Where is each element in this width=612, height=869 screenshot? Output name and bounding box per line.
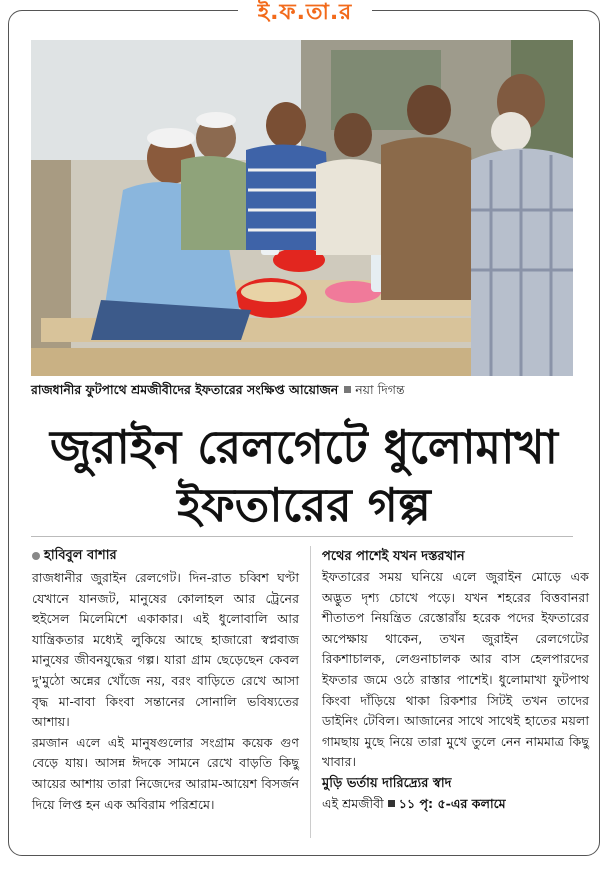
- caption-text: রাজধানীর ফুটপাথে শ্রমজীবীদের ইফতারের সংক্ষিপ্ত আয়োজন: [31, 382, 339, 397]
- article-column-right: [322, 546, 589, 815]
- square-bullet-icon: [388, 800, 395, 807]
- paragraph-2: রমজান এলে এই মানুষগুলোর সংগ্রাম কয়েক গুণ বেড়ে যায়। আসন্ন ঈদকে সামনে রেখে বাড়তি কিছু আয়ের আশায় তারা নিজেদের আরাম-আয়েশ বিসর্জন দিয়ে লিপ্ত হন এক অবিরাম পরিশ্রমে।: [32, 734, 299, 812]
- paragraph-3: ইফতারের সময় ঘনিয়ে এলে জুরাইন মোড়ে এক অদ্ভুত দৃশ্য চোখে পড়ে। যখন শহরের বিত্তবানরা শীতাতপ নিয়ন্ত্রিত রেস্তোরাঁয় হরেক পদের ইফতারের অপেক্ষায় থাকেন, তখন জুরাইন রেলগেটের রিকশাচালক, লেগুনাচালক আর বাস হেলপারদের ইফতার জমে ওঠে রাস্তার পাশেই। ধুলোমাখা ফুটপাথ কিংবা দাঁড়িয়ে থাকা রিকশার সিটই তখন তাদের ডাইনিং টেবিল। আজানের সাথে সাথেই হাতের ময়লা গামছায় মুছে নিয়ে তারা মুখে তুলে নেন নামমাত্র কিছু খাবার।: [322, 569, 589, 770]
- subhead-2: মুড়ি ভর্তায় দারিদ্র্যের স্বাদ: [322, 775, 452, 791]
- headline: [24, 418, 584, 534]
- jump-lead: এই শ্রমজীবী: [322, 795, 384, 811]
- author-name: হাবিবুল বাশার: [44, 548, 117, 563]
- divider: [31, 536, 573, 537]
- photo-credit: নয়া দিগন্ত: [355, 382, 405, 397]
- square-bullet-icon: [344, 386, 351, 393]
- section-label: ই.ফ.তা.র: [238, 0, 372, 26]
- news-photo: [31, 40, 573, 376]
- paragraph-1: রাজধানীর জুরাইন রেলগেট। দিন-রাত চব্বিশ ঘণ্টা যেখানে যানজট, মানুষের কোলাহল আর ট্রেনের হুইসেল মিলেমিশে একাকার। এই ধুলোবালি আর যান্ত্রিকতার মধ্যেই লুকিয়ে আছে হাজারো স্বপ্নবাজ মানুষের জীবনযুদ্ধের গল্প। যারা গ্রাম ছেড়েছেন কেবল দু'মুঠো অন্নের খোঁজে নয়, বরং বাড়িতে রেখে আসা বৃদ্ধ মা-বাবা কিংবা সন্তানের সোনালি ভবিষ্যতের আশায়।: [32, 570, 299, 730]
- photo-caption: [31, 382, 573, 402]
- circle-bullet-icon: [32, 552, 40, 560]
- photo-illustration: [31, 40, 573, 376]
- subhead-1: পথের পাশেই যখন দস্তরখান: [322, 549, 465, 564]
- jump-reference: ১১ পৃ: ৫-এর কলামে: [398, 795, 506, 811]
- headline-line-1: জুরাইন রেলগেটে ধুলোমাখা: [50, 420, 558, 474]
- article-column-left: [32, 546, 299, 815]
- headline-line-2: ইফতারের গল্প: [177, 478, 431, 532]
- continued-line: [322, 794, 589, 815]
- column-divider: [310, 546, 311, 838]
- byline: [32, 546, 299, 566]
